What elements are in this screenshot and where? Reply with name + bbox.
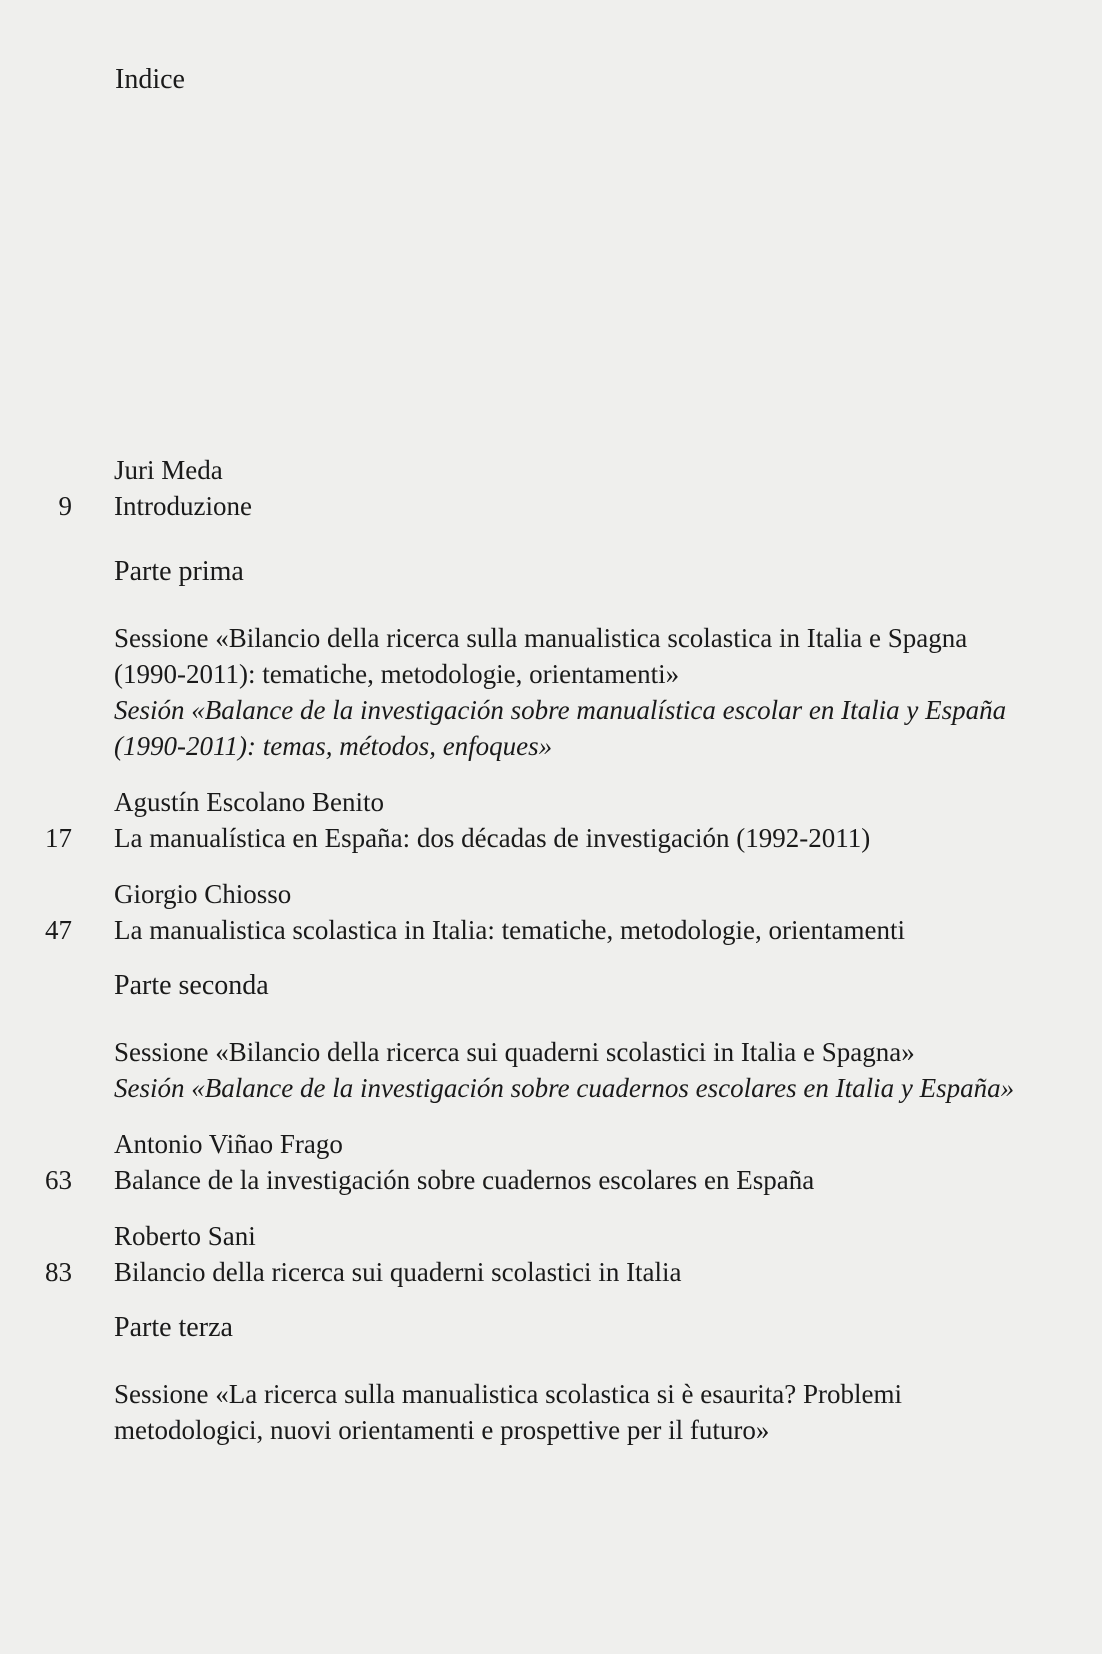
page-number: 47: [45, 915, 72, 945]
entry-title: La manualística en España: dos décadas de investigación (1992-2011): [114, 823, 871, 853]
toc-entry: [0, 912, 1024, 948]
page-number: 83: [45, 1257, 72, 1287]
author-name: Roberto Sani: [114, 1221, 256, 1251]
entry-title: Bilancio della ricerca sui quaderni scolastici in Italia: [114, 1257, 682, 1287]
page-number: 63: [45, 1165, 72, 1195]
session-title-it: Sessione «Bilancio della ricerca sui quaderni scolastici in Italia e Spagna»: [114, 1037, 915, 1067]
author-name: Agustín Escolano Benito: [114, 787, 384, 817]
part-heading: Parte terza: [114, 1312, 233, 1343]
session-title-it: Sessione «La ricerca sulla manualistica scolastica si è esaurita? Problemi metodologici, nuovi orientamenti e prospettive per il futuro»: [114, 1379, 902, 1445]
toc-entry: [0, 488, 1024, 524]
author-name: Giorgio Chiosso: [114, 879, 292, 909]
toc-entry: [0, 1162, 1024, 1198]
toc-entry: [0, 1254, 1024, 1290]
toc-entry: [0, 820, 1024, 856]
toc-entry-author: [0, 452, 1024, 488]
part-heading: Parte seconda: [114, 970, 269, 1001]
entry-title: Balance de la investigación sobre cuadernos escolares en España: [114, 1165, 815, 1195]
entry-title: La manualistica scolastica in Italia: tematiche, metodologie, orientamenti: [114, 915, 905, 945]
session-title-es: Sesión «Balance de la investigación sobre cuadernos escolares en Italia y España»: [114, 1073, 1015, 1103]
part-heading: Parte prima: [114, 556, 244, 587]
table-of-contents: [0, 452, 1102, 1448]
page-title: Indice: [115, 64, 185, 95]
author-name: Juri Meda: [114, 455, 223, 485]
session-title-it: Sessione «Bilancio della ricerca sulla manualistica scolastica in Italia e Spagna (1990-2011): tematiche, metodologie, orientamenti»: [114, 623, 968, 689]
author-name: Antonio Viñao Frago: [114, 1129, 343, 1159]
entry-title: Introduzione: [114, 491, 252, 521]
session-title-es: Sesión «Balance de la investigación sobre manualística escolar en Italia y España (1990-2011): temas, métodos, enfoques»: [114, 695, 1007, 761]
page-number: 9: [58, 491, 72, 521]
page-number: 17: [45, 823, 72, 853]
